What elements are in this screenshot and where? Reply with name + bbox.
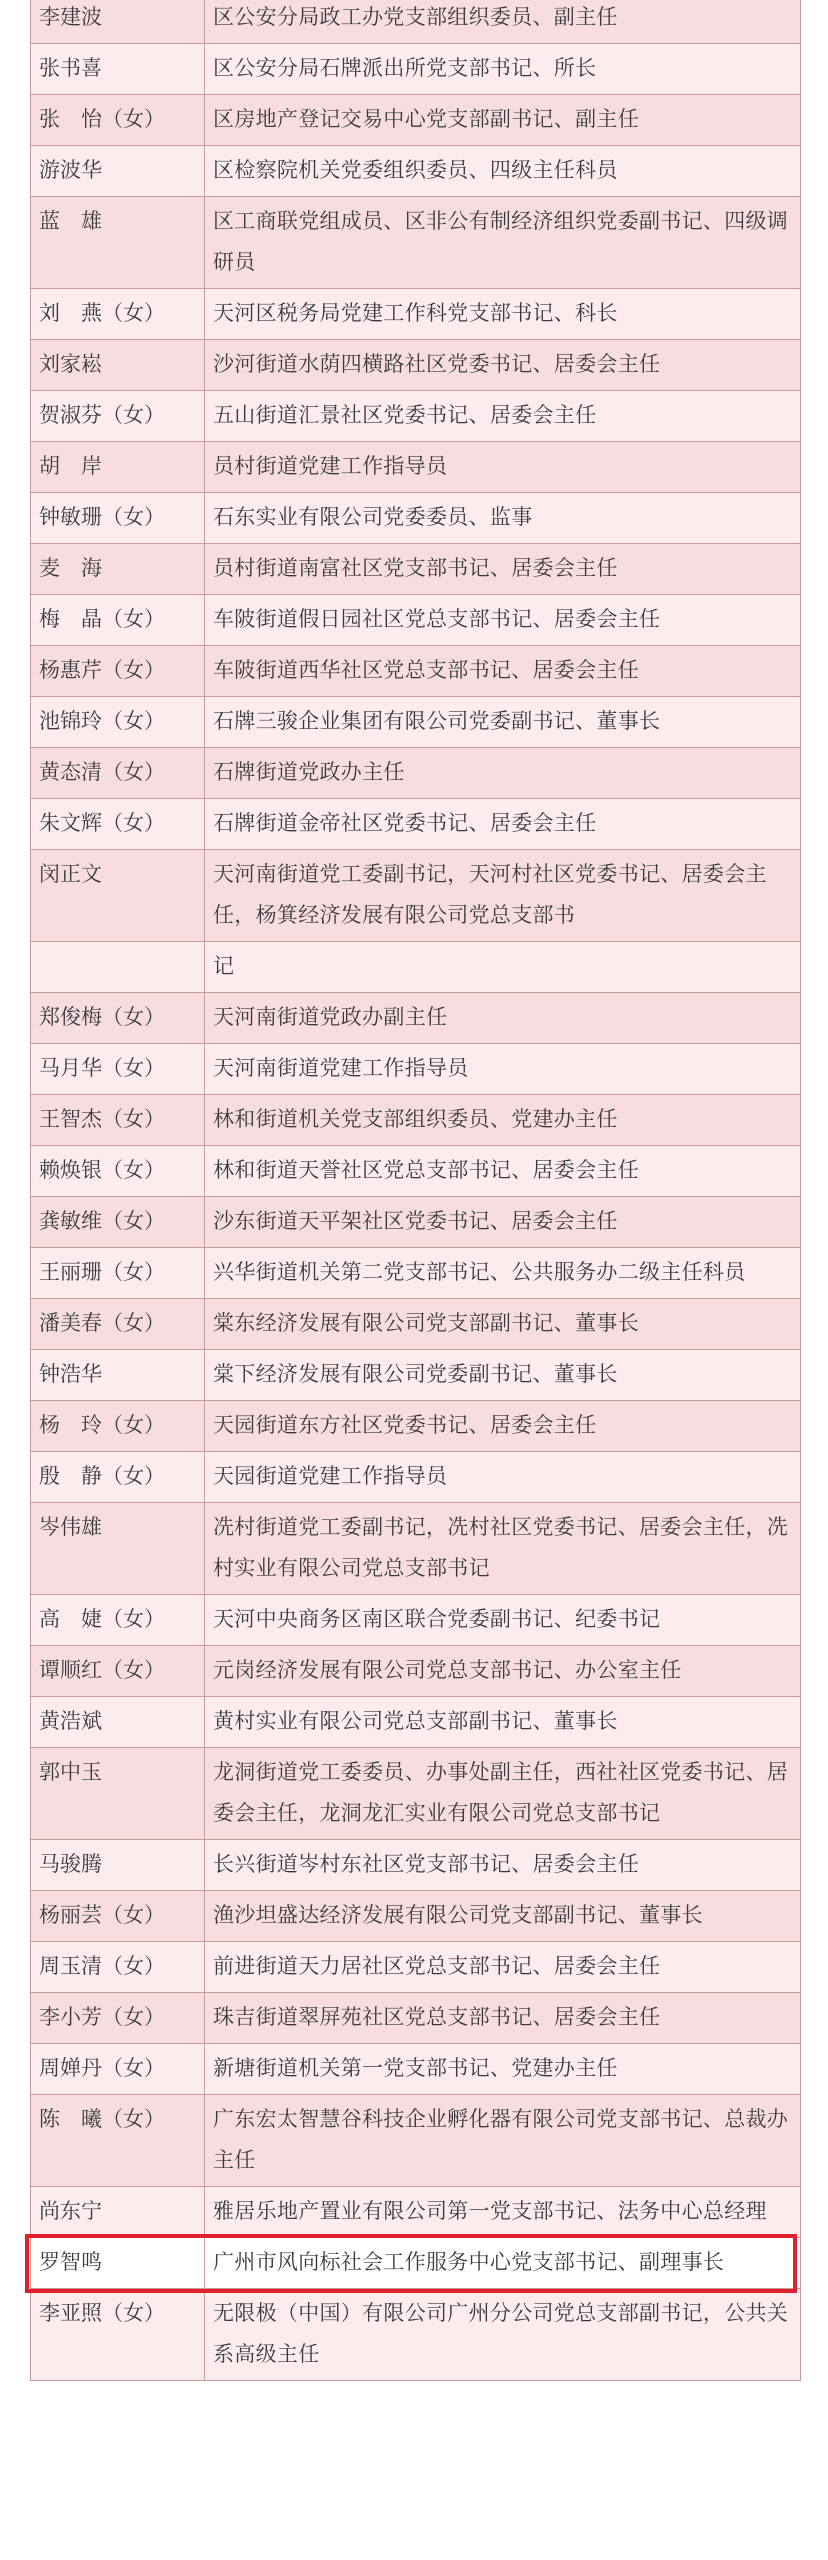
table-row	[31, 2289, 801, 2381]
table-row	[31, 2095, 801, 2187]
member-role: 车陂街道西华社区党总支部书记、居委会主任	[205, 646, 801, 697]
table-row	[31, 289, 801, 340]
table-row	[31, 197, 801, 289]
member-name: 游波华	[31, 146, 205, 197]
table-row	[31, 1401, 801, 1452]
member-role: 雅居乐地产置业有限公司第一党支部书记、法务中心总经理	[205, 2187, 801, 2238]
member-name: 殷 静（女）	[31, 1452, 205, 1503]
member-role: 区工商联党组成员、区非公有制经济组织党委副书记、四级调研员	[205, 197, 801, 289]
member-role: 区公安分局政工办党支部组织委员、副主任	[205, 0, 801, 44]
member-role: 石牌街道党政办主任	[205, 748, 801, 799]
table-row	[31, 1248, 801, 1299]
member-name	[31, 942, 205, 993]
member-role: 石东实业有限公司党委委员、监事	[205, 493, 801, 544]
member-role: 渔沙坦盛达经济发展有限公司党支部副书记、董事长	[205, 1891, 801, 1942]
roster-table-body	[31, 0, 801, 2381]
member-role: 棠东经济发展有限公司党支部副书记、董事长	[205, 1299, 801, 1350]
member-role: 林和街道机关党支部组织委员、党建办主任	[205, 1095, 801, 1146]
member-name: 尚东宁	[31, 2187, 205, 2238]
member-name: 龚敏维（女）	[31, 1197, 205, 1248]
roster-table	[30, 0, 801, 2381]
member-name: 刘 燕（女）	[31, 289, 205, 340]
table-row	[31, 942, 801, 993]
table-row	[31, 1891, 801, 1942]
member-name: 梅 晶（女）	[31, 595, 205, 646]
member-name: 张 怡（女）	[31, 95, 205, 146]
member-role: 长兴街道岑村东社区党支部书记、居委会主任	[205, 1840, 801, 1891]
member-role: 前进街道天力居社区党总支部书记、居委会主任	[205, 1942, 801, 1993]
member-role: 沙河街道水荫四横路社区党委书记、居委会主任	[205, 340, 801, 391]
member-role: 广东宏太智慧谷科技企业孵化器有限公司党支部书记、总裁办主任	[205, 2095, 801, 2187]
table-row	[31, 391, 801, 442]
member-role: 五山街道汇景社区党委书记、居委会主任	[205, 391, 801, 442]
member-role: 沙东街道天平架社区党委书记、居委会主任	[205, 1197, 801, 1248]
table-row	[31, 44, 801, 95]
member-name: 闵正文	[31, 850, 205, 942]
table-row	[31, 1697, 801, 1748]
member-role: 元岗经济发展有限公司党总支部书记、办公室主任	[205, 1646, 801, 1697]
member-name: 钟浩华	[31, 1350, 205, 1401]
table-row	[31, 95, 801, 146]
table-row	[31, 799, 801, 850]
table-row	[31, 0, 801, 44]
table-row	[31, 748, 801, 799]
member-name: 张书喜	[31, 44, 205, 95]
member-role: 冼村街道党工委副书记，冼村社区党委书记、居委会主任，冼村实业有限公司党总支部书记	[205, 1503, 801, 1595]
member-name: 谭顺红（女）	[31, 1646, 205, 1697]
table-row	[31, 1197, 801, 1248]
member-role: 车陂街道假日园社区党总支部书记、居委会主任	[205, 595, 801, 646]
member-name: 杨丽芸（女）	[31, 1891, 205, 1942]
member-role: 珠吉街道翠屏苑社区党总支部书记、居委会主任	[205, 1993, 801, 2044]
member-role: 棠下经济发展有限公司党委副书记、董事长	[205, 1350, 801, 1401]
table-row	[31, 1595, 801, 1646]
member-role: 石牌街道金帝社区党委书记、居委会主任	[205, 799, 801, 850]
table-row	[31, 1646, 801, 1697]
member-role: 石牌三骏企业集团有限公司党委副书记、董事长	[205, 697, 801, 748]
table-row	[31, 1299, 801, 1350]
member-role: 记	[205, 942, 801, 993]
member-role: 天河区税务局党建工作科党支部书记、科长	[205, 289, 801, 340]
table-row	[31, 442, 801, 493]
member-name: 胡 岸	[31, 442, 205, 493]
table-row	[31, 993, 801, 1044]
member-name: 杨惠芹（女）	[31, 646, 205, 697]
member-name: 黄浩斌	[31, 1697, 205, 1748]
member-role: 兴华街道机关第二党支部书记、公共服务办二级主任科员	[205, 1248, 801, 1299]
member-name: 刘家崧	[31, 340, 205, 391]
member-name: 黄态清（女）	[31, 748, 205, 799]
member-role: 林和街道天誉社区党总支部书记、居委会主任	[205, 1146, 801, 1197]
member-role: 区公安分局石牌派出所党支部书记、所长	[205, 44, 801, 95]
member-role: 员村街道党建工作指导员	[205, 442, 801, 493]
member-name: 王智杰（女）	[31, 1095, 205, 1146]
table-row	[31, 1840, 801, 1891]
member-name: 岑伟雄	[31, 1503, 205, 1595]
member-name: 潘美春（女）	[31, 1299, 205, 1350]
table-row	[31, 340, 801, 391]
member-name: 蓝 雄	[31, 197, 205, 289]
table-row	[31, 1044, 801, 1095]
table-row	[31, 646, 801, 697]
member-name: 周玉清（女）	[31, 1942, 205, 1993]
table-row	[31, 1993, 801, 2044]
table-row	[31, 850, 801, 942]
member-role: 天河中央商务区南区联合党委副书记、纪委书记	[205, 1595, 801, 1646]
member-name: 麦 海	[31, 544, 205, 595]
member-name: 罗智鸣	[31, 2238, 205, 2289]
table-row	[31, 1452, 801, 1503]
table-row	[31, 697, 801, 748]
member-name: 杨 玲（女）	[31, 1401, 205, 1452]
member-name: 李建波	[31, 0, 205, 44]
member-name: 李小芳（女）	[31, 1993, 205, 2044]
member-name: 贺淑芬（女）	[31, 391, 205, 442]
table-row	[31, 1146, 801, 1197]
member-role: 天河南街道党工委副书记，天河村社区党委书记、居委会主任，杨箕经济发展有限公司党总支部书	[205, 850, 801, 942]
member-role: 天园街道党建工作指导员	[205, 1452, 801, 1503]
member-role: 区检察院机关党委组织委员、四级主任科员	[205, 146, 801, 197]
member-name: 池锦玲（女）	[31, 697, 205, 748]
member-name: 陈 曦（女）	[31, 2095, 205, 2187]
table-row-highlighted	[31, 2238, 801, 2289]
member-role: 黄村实业有限公司党总支部副书记、董事长	[205, 1697, 801, 1748]
member-name: 郭中玉	[31, 1748, 205, 1840]
member-role: 新塘街道机关第一党支部书记、党建办主任	[205, 2044, 801, 2095]
member-name: 马骏腾	[31, 1840, 205, 1891]
member-name: 赖焕银（女）	[31, 1146, 205, 1197]
table-row	[31, 1350, 801, 1401]
member-role: 天河南街道党政办副主任	[205, 993, 801, 1044]
table-row	[31, 146, 801, 197]
table-row	[31, 544, 801, 595]
member-role: 天河南街道党建工作指导员	[205, 1044, 801, 1095]
member-name: 王丽珊（女）	[31, 1248, 205, 1299]
table-row	[31, 1748, 801, 1840]
member-name: 周婵丹（女）	[31, 2044, 205, 2095]
member-role: 天园街道东方社区党委书记、居委会主任	[205, 1401, 801, 1452]
table-row	[31, 1942, 801, 1993]
member-name: 郑俊梅（女）	[31, 993, 205, 1044]
member-name: 高 婕（女）	[31, 1595, 205, 1646]
table-row	[31, 1095, 801, 1146]
member-role: 区房地产登记交易中心党支部副书记、副主任	[205, 95, 801, 146]
member-name: 李亚照（女）	[31, 2289, 205, 2381]
member-role: 员村街道南富社区党支部书记、居委会主任	[205, 544, 801, 595]
table-row	[31, 2044, 801, 2095]
member-role: 龙洞街道党工委委员、办事处副主任，西社社区党委书记、居委会主任，龙洞龙汇实业有限公司党总支部书记	[205, 1748, 801, 1840]
table-row	[31, 2187, 801, 2238]
member-role: 广州市风向标社会工作服务中心党支部书记、副理事长	[205, 2238, 801, 2289]
table-row	[31, 1503, 801, 1595]
member-name: 钟敏珊（女）	[31, 493, 205, 544]
member-name: 朱文辉（女）	[31, 799, 205, 850]
member-name: 马月华（女）	[31, 1044, 205, 1095]
table-row	[31, 493, 801, 544]
member-role: 无限极（中国）有限公司广州分公司党总支部副书记，公共关系高级主任	[205, 2289, 801, 2381]
table-row	[31, 595, 801, 646]
